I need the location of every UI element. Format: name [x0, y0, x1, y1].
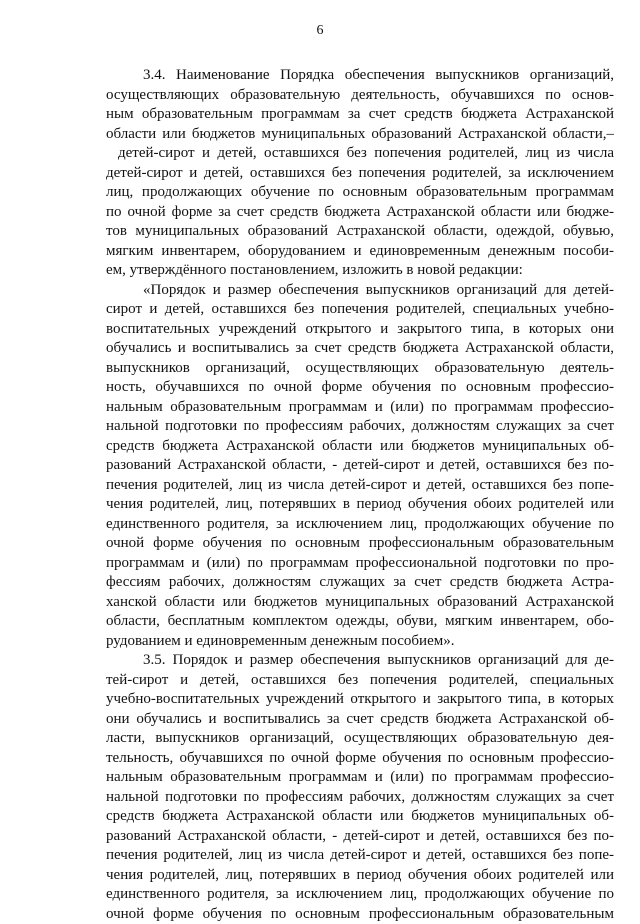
text-line: области или бюджетов муниципальных образований Астраханской области,–	[106, 125, 614, 145]
text-line: 3.5. Порядок и размер обеспечения выпускников организаций для де-	[106, 651, 614, 671]
text-line: детей-сирот и детей, оставшихся без попечения родителей, за исключением	[106, 164, 614, 184]
text-line: воспитательных учреждений открытого и закрытого типа, в которых они	[106, 320, 614, 340]
text-line: ным образовательным программам за счет средств бюджета Астраханской	[106, 105, 614, 125]
text-line: сирот и детей, оставшихся без попечения родителей, специальных учебно-	[106, 300, 614, 320]
text-line: обучались и воспитывались за счет средств бюджета Астраханской области,	[106, 339, 614, 359]
text-line: по очной форме за счет средств бюджета Астраханской области или бюдже-	[106, 203, 614, 223]
text-line: осуществляющих образовательную деятельность, обучавшихся по основ-	[106, 86, 614, 106]
text-line: лиц, продолжающих обучение по основным образовательным программам	[106, 183, 614, 203]
text-line: они обучались и воспитывались за счет средств бюджета Астраханской об-	[106, 710, 614, 730]
text-line: ем, утверждённого постановлением, изложить в новой редакции:	[106, 261, 614, 281]
text-line: ласти, выпускников организаций, осуществляющих образовательную дея-	[106, 729, 614, 749]
text-line: ность, обучавшихся по очной форме обучения по основным профессио-	[106, 378, 614, 398]
text-line: печения родителей, лиц из числа детей-сирот и детей, оставшихся без попе-	[106, 476, 614, 496]
text-line: единственного родителя, за исключением лиц, продолжающих обучение по	[106, 885, 614, 905]
text-line: фессиям рабочих, должностям служащих за счет средств бюджета Астра-	[106, 573, 614, 593]
text-line: печения родителей, лиц из числа детей-сирот и детей, оставшихся без попе-	[106, 846, 614, 866]
text-line: выпускников организаций, осуществляющих образовательную деятель-	[106, 359, 614, 379]
text-line: средств бюджета Астраханской области или бюджетов муниципальных об-	[106, 807, 614, 827]
text-line: программам и (или) по программам профессиональной подготовки по про-	[106, 554, 614, 574]
text-line: 3.4. Наименование Порядка обеспечения выпускников организаций,	[106, 66, 614, 86]
text-line: тельность, обучавшихся по очной форме обучения по основным профессио-	[106, 749, 614, 769]
text-line: области, бесплатным комплектом одежды, обуви, мягким инвентарем, обо-	[106, 612, 614, 632]
text-line: очной форме обучения по основным профессиональным образовательным	[106, 905, 614, 924]
text-line: детей-сирот и детей, оставшихся без попечения родителей, лиц из числа	[106, 144, 614, 164]
text-line: учебно-воспитательных учреждений открытого и закрытого типа, в которых	[106, 690, 614, 710]
text-line: мягким инвентарем, оборудованием и единовременным денежным пособи-	[106, 242, 614, 262]
text-line: нальной подготовки по профессиям рабочих, должностям служащих за счет	[106, 417, 614, 437]
text-line: чения родителей, лиц, потерявших в период обучения обоих родителей или	[106, 495, 614, 515]
text-line: средств бюджета Астраханской области или бюджетов муниципальных об-	[106, 437, 614, 457]
text-line: рудованием и единовременным денежным пособием».	[106, 632, 614, 652]
text-line: тов муниципальных образований Астраханской области, одеждой, обувью,	[106, 222, 614, 242]
text-line: ханской области или бюджетов муниципальных образований Астраханской	[106, 593, 614, 613]
text-line: разований Астраханской области, - детей-сирот и детей, оставшихся без по-	[106, 827, 614, 847]
text-line: тей-сирот и детей, оставшихся без попечения родителей, специальных	[106, 671, 614, 691]
text-line: разований Астраханской области, - детей-сирот и детей, оставшихся без по-	[106, 456, 614, 476]
text-line: единственного родителя, за исключением лиц, продолжающих обучение по	[106, 515, 614, 535]
text-line: нальным образовательным программам и (или) по программам профессио-	[106, 398, 614, 418]
text-line: «Порядок и размер обеспечения выпускников организаций для детей-	[106, 281, 614, 301]
document-body	[106, 66, 614, 924]
text-line: очной форме обучения по основным профессиональным образовательным	[106, 534, 614, 554]
text-line: нальным образовательным программам и (или) по программам профессио-	[106, 768, 614, 788]
page-number: 6	[0, 22, 640, 40]
text-line: чения родителей, лиц, потерявших в период обучения обоих родителей или	[106, 866, 614, 886]
text-line: нальной подготовки по профессиям рабочих, должностям служащих за счет	[106, 788, 614, 808]
